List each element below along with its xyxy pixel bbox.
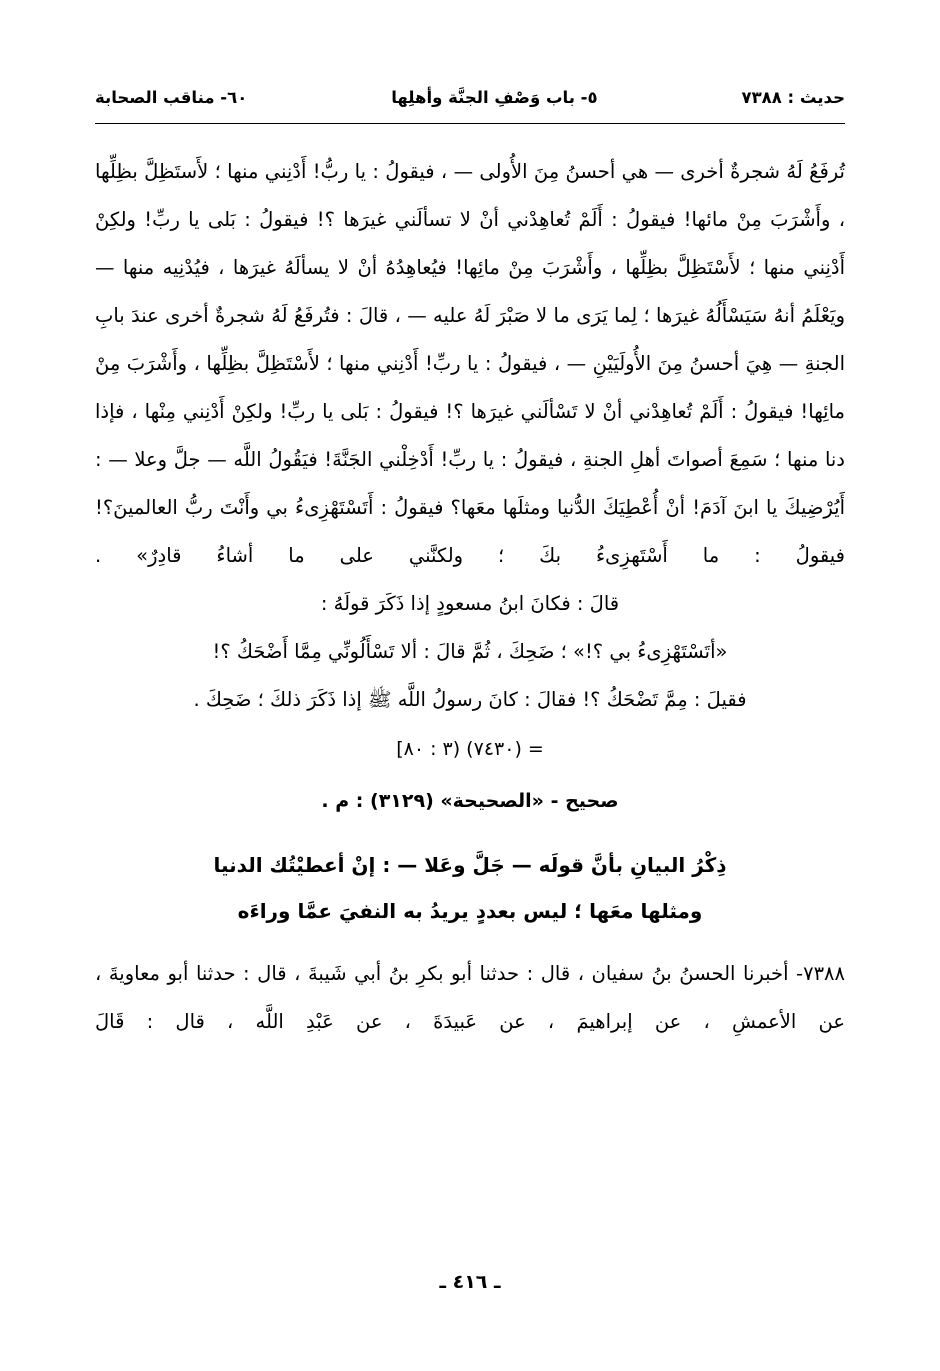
header-hadith-number-left: حديث : ٧٣٨٨ bbox=[741, 88, 845, 107]
header-chapter-right: ٦٠- مناقب الصحابة bbox=[95, 88, 248, 107]
page-number: ـ ٤١٦ ـ bbox=[439, 1271, 501, 1293]
section-heading-line-1: ذِكْرُ البيانِ بأنَّ قولَه — جَلَّ وعَلا — : إنْ أعطيْتُك الدنيا bbox=[213, 853, 727, 877]
qila-line: فقيلَ : مِمَّ تَضْحَكُ ؟! فقالَ : كانَ رسولُ اللَّه ﷺ إذا ذَكَرَ ذلكَ ؛ ضَحِكَ . bbox=[193, 688, 747, 711]
qala-line: قالَ : فكانَ ابنُ مسعودٍ إذا ذَكَرَ قولَهُ : bbox=[320, 592, 620, 615]
reference-line: = (٧٤٣٠) (٣ : ٨٠] bbox=[396, 738, 544, 760]
quote-line: «أتَسْتَهْزِىءُ بي ؟!» ؛ ضَحِكَ ، ثُمَّ قالَ : ألا تَسْأَلُونِّي مِمَّا أَضْحَكُ ؟! bbox=[212, 640, 728, 663]
page-header bbox=[95, 88, 845, 107]
section-heading bbox=[95, 842, 845, 934]
page-body bbox=[95, 148, 845, 1046]
grading-line: صحيح - «الصحيحة» (٣١٢٩) : م . bbox=[321, 790, 619, 812]
isnad-paragraph: ٧٣٨٨- أخبرنا الحسنُ بنُ سفيان ، قال : حدثنا أبو بكرِ بنُ أبي شَيبةَ ، قال : حدثنا أبو معاويةَ ، عن الأعمشِ ، عن إبراهيمَ ، عن عَبيدَةَ ، عن عَبْدِ اللَّه ، قال : قَالَ bbox=[95, 962, 845, 1033]
header-section-center: ٥- باب وَصْفِ الجنَّة وأهلِها bbox=[391, 88, 598, 107]
header-divider bbox=[95, 123, 845, 124]
section-heading-line-2: ومثلها معَها ؛ ليس بعددٍ يريدُ به النفيَ عمَّا وراءَه bbox=[237, 899, 703, 923]
main-paragraph: تُرفَعُ لَهُ شجرةٌ أخرى — هي أحسنُ مِنَ الأُولى — ، فيقولُ : يا ربُّ! أَدْنِني منها ؛ لأَستَظِلَّ بظِلِّها ، وأَشْرَبَ مِنْ مائها! فيقولُ : أَلَمْ تُعاهِدْني أنْ لا تسألَني غيرَها ؟! فيقولُ : بَلى يا ربِّ! ولكِنْ أَدْنِني منها ؛ لأَسْتَظِلَّ بظِلِّها ، وأَشْرَبَ مِنْ مائِها! فيُعاهِدُهُ أنْ لا يسألَهُ غيرَها ، فيُدْنِيه منها — ويَعْلَمُ أنهُ سَيَسْأَلُهُ غيرَها ؛ لِما يَرَى ما لا صَبْرَ لَهُ عليه — ، قالَ : فتُرفَعُ لَهُ شجرةٌ أخرى عندَ بابِ الجنةِ — هِيَ أحسنُ مِنَ الأُولَيَيْنِ — ، فيقولُ : يا ربِّ! أَدْنِني منها ؛ لأَسْتَظِلَّ بظِلِّها ، وأَشْرَبَ مِنْ مائِها! فيقولُ : أَلَمْ تُعاهِدْني أنْ لا تَسْألَني غيرَها ؟! فيقولُ : بَلى يا ربِّ! ولكِنْ أَدْنِني مِنْها ، فإذا دنا منها ؛ سَمِعَ أصواتَ أهلِ الجنةِ ، فيقولُ : يا ربِّ! أَدْخِلْني الجَنَّةَ! فيَقُولُ اللَّه — جلَّ وعلا — : أَيُرْضِيكَ يا ابنَ آدَمَ! أنْ أُعْطِيَكَ الدُّنيا ومثلَها معَها؟ فيقولُ : أَتَسْتَهْزِىءُ بي وأَنْتَ ربُّ العالمينَ؟! فيقولُ : ما أَسْتَهزِىءُ بكَ ؛ ولكنَّني على ما أشاءُ قادِرٌ» . bbox=[95, 160, 845, 567]
